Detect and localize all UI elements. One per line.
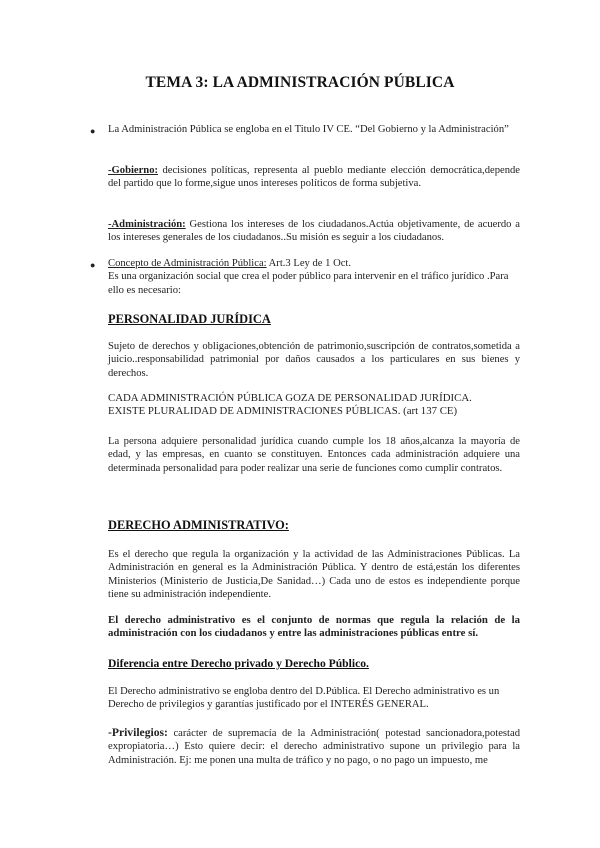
gobierno-paragraph (108, 164, 520, 191)
administracion-paragraph (108, 218, 520, 245)
concepto-ref: Art.3 Ley de 1 Oct. (266, 258, 352, 269)
personalidad-paragraph-1: Sujeto de derechos y obligaciones,obtención de patrimonio,suscripción de contratos,sometida a juicio..responsabilidad patrimonial por daños causados a los particulares en sus bienes y derechos. (108, 341, 520, 379)
administracion-text: Gestiona los intereses de los ciudadanos.Actúa objetivamente, de acuerdo a los intereses generales de los ciudadanos..Su misión es seguir a los ciudadanos. (108, 219, 520, 244)
administracion-label: -Administración: (108, 219, 186, 230)
personalidad-heading: PERSONALIDAD JURÍDICA (108, 312, 271, 326)
intro-paragraph: La Administración Pública se engloba en el Titulo IV CE. “Del Gobierno y la Administración” (108, 124, 509, 135)
concepto-label: Concepto de Administración Pública: (108, 258, 267, 269)
personalidad-caps-2: EXISTE PLURALIDAD DE ADMINISTRACIONES PÚBLICAS. (art 137 CE) (108, 405, 458, 417)
privilegios-label: -Privilegios: (108, 726, 168, 739)
derecho-paragraph-1: Es el derecho que regula la organización y la actividad de las Administraciones Públicas. La Administración en general es la Administración Pública. Y dentro de está,están los diferentes Ministerios (Ministerio de Justicia,De Sanidad…) Cada uno de estos es independiente porque tiene su administración independiente. (108, 549, 520, 601)
diferencia-heading: Diferencia entre Derecho privado y Derecho Público. (108, 657, 369, 670)
page-title: TEMA 3: LA ADMINISTRACIÓN PÚBLICA (145, 74, 455, 91)
concepto-paragraph (108, 257, 520, 297)
gobierno-text: decisiones políticas, representa al pueblo mediante elección democrática,depende del partido que lo forme,sigue unos intereses políticos de forma subjetiva. (108, 165, 520, 190)
personalidad-paragraph-2: La persona adquiere personalidad jurídica cuando cumple los 18 años,alcanza la mayoría de edad, y las empresas, en cuanto se constituyen. Entonces cada administración adquiere una determinada personalidad para poder realizar una serie de funciones como cumplir contratos. (108, 436, 520, 474)
bullet-icon: ● (90, 126, 96, 136)
personalidad-caps-1: CADA ADMINISTRACIÓN PÚBLICA GOZA DE PERSONALIDAD JURÍDICA. (108, 392, 472, 404)
gobierno-label: -Gobierno: (108, 165, 159, 176)
concepto-text: Es una organización social que crea el poder público para intervenir en el tráfico jurídico .Para ello es necesario: (108, 271, 509, 296)
derecho-paragraph-2: El derecho administrativo es el conjunto de normas que regula la relación de la administración con los ciudadanos y entre las administraciones públicas entre sí. (108, 614, 520, 640)
diferencia-paragraph-1: El Derecho administrativo se engloba dentro del D.Pública. El Derecho administrativo es un Derecho de privilegios y garantías justificado por el INTERÉS GENERAL. (108, 686, 500, 711)
privilegios-paragraph (108, 726, 520, 767)
bullet-icon: ● (90, 260, 96, 270)
privilegios-text: carácter de supremacía de la Administración( potestad sancionadora,potestad expropiatoria…) Esto quiere decir: el derecho administrativo supone un privilegio para la Administración. Ej: me ponen una multa de tráfico y no pago, o no pago un impuesto, me (108, 728, 520, 766)
derecho-heading: DERECHO ADMINISTRATIVO: (108, 518, 289, 532)
